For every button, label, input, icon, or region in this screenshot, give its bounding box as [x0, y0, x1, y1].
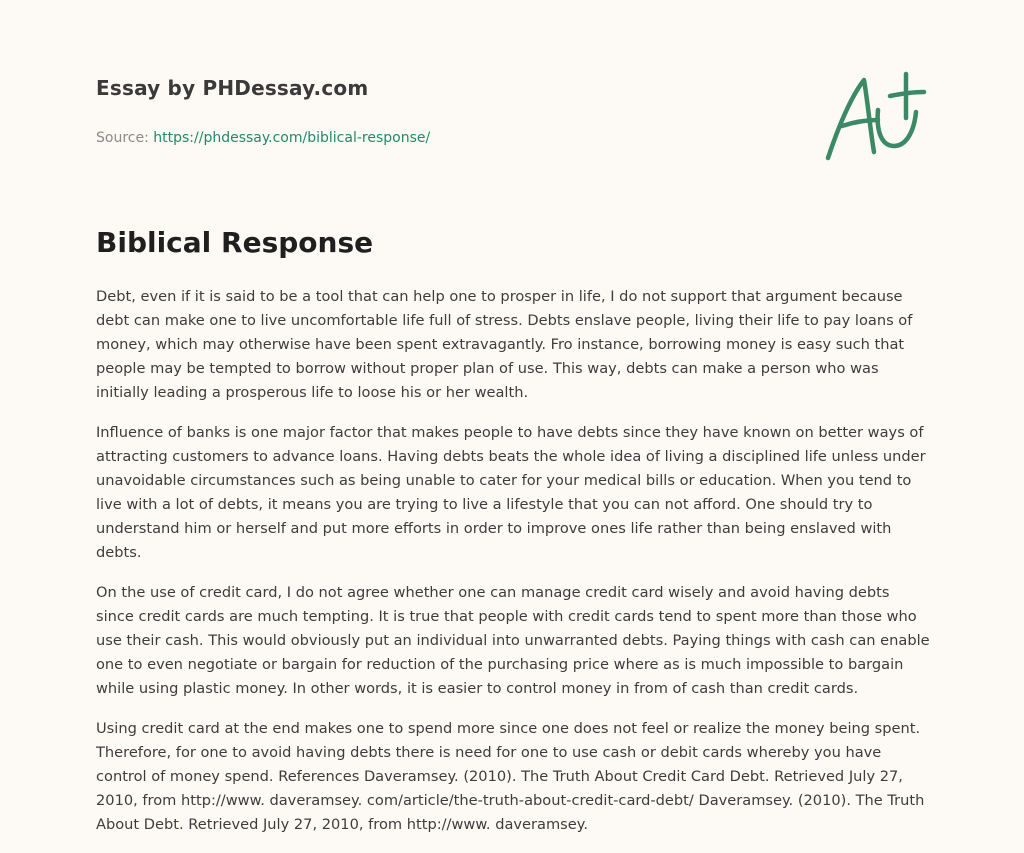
essay-paragraph: Influence of banks is one major factor that makes people to have debts since they have known on better ways of attracting customers to advance loans. Having debts beats the whole idea of living a disciplined life unless under unavoidable circumstances such as being unable to cater for your medical bills or education. When you tend to live with a lot of debts, it means you are trying to live a lifestyle that you can not afford. One should try to understand him or herself and put more efforts in order to improve ones life rather than being enslaved with debts.	[96, 424, 926, 561]
page-title: Biblical Response	[96, 226, 374, 259]
source-line	[96, 130, 796, 146]
essay-body	[96, 285, 932, 853]
a-plus-logo-icon	[820, 66, 930, 166]
page-header	[96, 76, 796, 146]
essay-paragraph: Debt, even if it is said to be a tool that can help one to prosper in life, I do not support that argument because debt can make one to live uncomfortable life full of stress. Debts enslave people, living their life to pay loans of money, which may otherwise have been spent extravagantly. Fro instance, borrowing money is easy such that people may be tempted to borrow without proper plan of use. This way, debts can make a person who was initially leading a prosperous life to loose his or her wealth.	[96, 288, 913, 401]
source-label: Source:	[96, 130, 154, 146]
source-link[interactable]: https://phdessay.com/biblical-response/	[153, 130, 431, 146]
essay-paragraph: On the use of credit card, I do not agree whether one can manage credit card wisely and avoid having debts since credit cards are much tempting. It is true that people with credit cards tend to spent more than those who use their cash. This would obviously put an individual into unwarranted debts. Paying things with cash can enable one to even negotiate or bargain for reduction of the purchasing price where as is much impossible to bargain while using plastic money. In other words, it is easier to control money in from of cash than credit cards.	[96, 584, 930, 697]
essay-paragraph: Using credit card at the end makes one to spend more since one does not feel or realize the money being spent. Therefore, for one to avoid having debts there is need for one to use cash or debit cards whereby you have control of money spend. References Daveramsey. (2010). The Truth About Credit Card Debt. Retrieved July 27, 2010, from http://www. daveramsey. com/article/the-truth-about-credit-card-debt/ Daveramsey. (2010). The Truth About Debt. Retrieved July 27, 2010, from http://www. daveramsey.	[96, 720, 925, 833]
brand-title: Essay by PHDessay.com	[96, 76, 369, 100]
